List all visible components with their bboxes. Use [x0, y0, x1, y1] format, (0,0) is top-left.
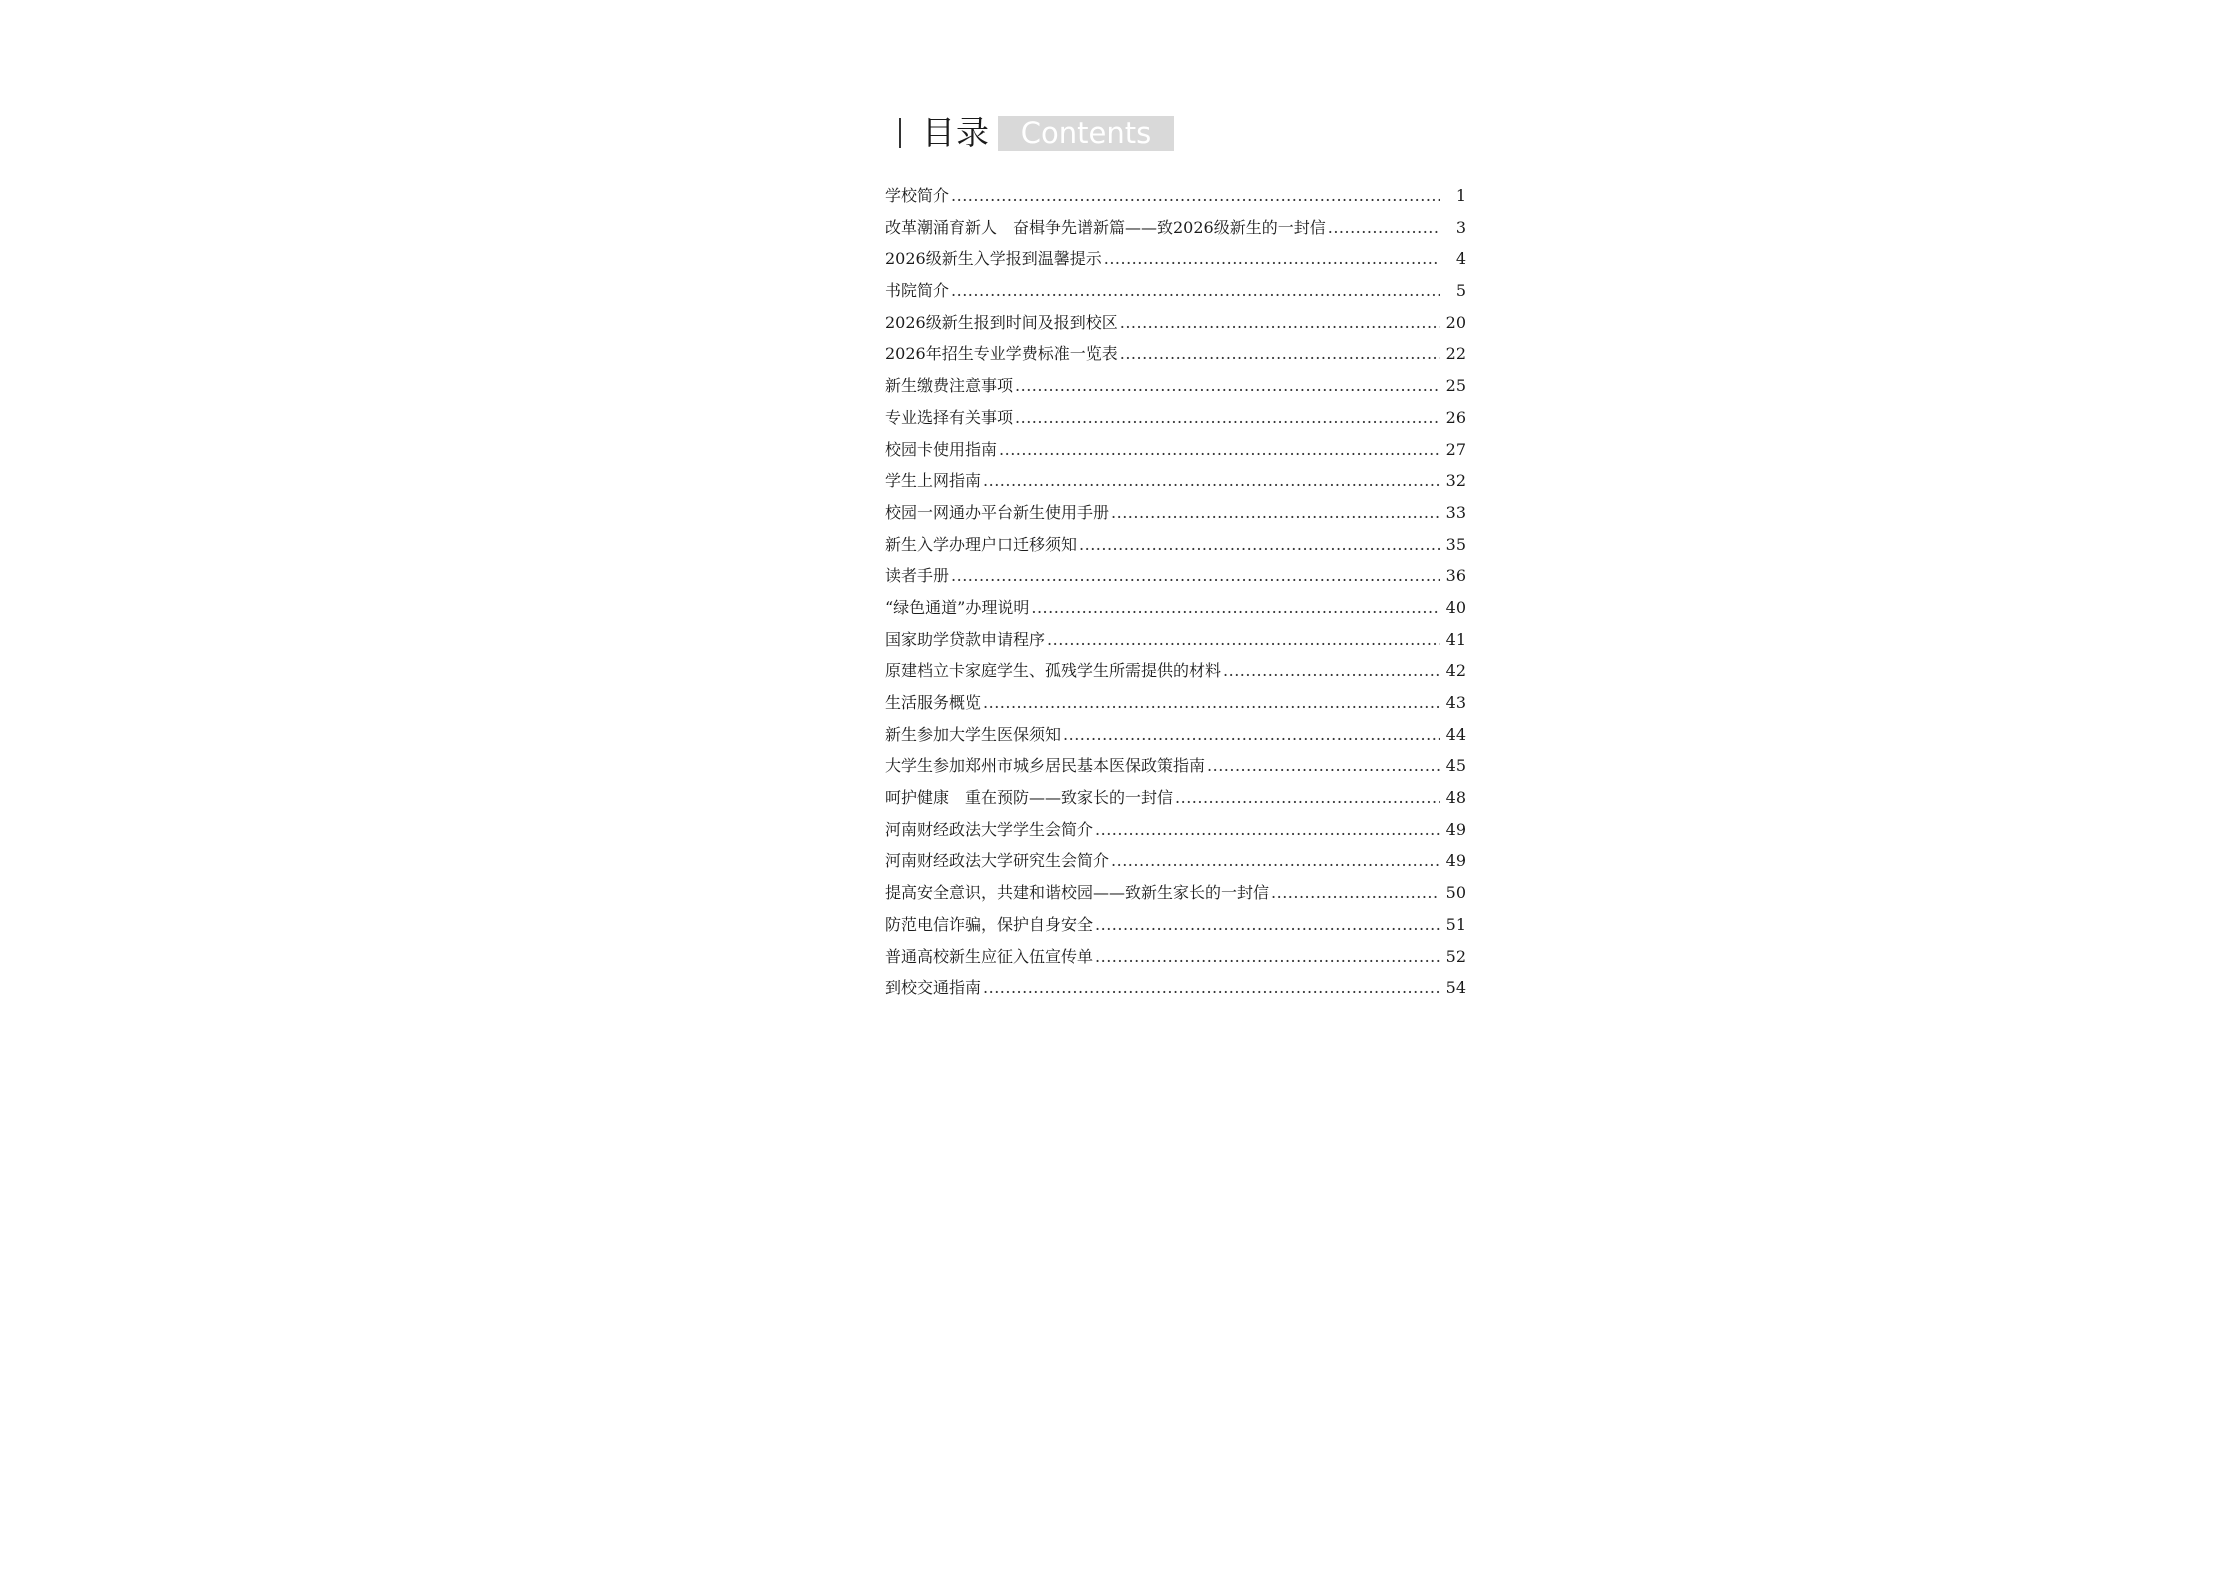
right-page	[780, 0, 1559, 1100]
toc-entry[interactable]	[885, 845, 1466, 877]
toc-entry[interactable]	[885, 275, 1466, 307]
toc-dot-leader	[999, 434, 1440, 466]
toc-entry[interactable]	[885, 307, 1466, 339]
toc-dot-leader	[1047, 624, 1440, 656]
toc-entry[interactable]	[885, 434, 1466, 466]
toc-dot-leader	[1175, 782, 1440, 814]
toc-entry-title: 河南财经政法大学研究生会简介	[885, 851, 1110, 871]
toc-entry-page-number: 32	[1445, 471, 1466, 491]
toc-entry-title: 2026级新生报到时间及报到校区	[885, 312, 1118, 332]
left-page-blank	[0, 0, 780, 1100]
toc-entry[interactable]	[885, 909, 1466, 941]
toc-entry-page-number: 44	[1445, 724, 1466, 744]
toc-entry-page-number: 42	[1445, 661, 1466, 681]
toc-entry-title: 到校交通指南	[885, 978, 982, 998]
toc-entry-page-number: 41	[1445, 629, 1466, 649]
toc-dot-leader	[1095, 909, 1440, 941]
toc-entry[interactable]	[885, 497, 1466, 529]
toc-dot-leader	[1095, 941, 1440, 973]
toc-entry-title: 改革潮涌育新人 奋楫争先谱新篇——致2026级新生的一封信	[885, 217, 1326, 237]
toc-entry-page-number: 40	[1445, 597, 1466, 617]
toc-dot-leader	[1015, 402, 1440, 434]
toc-entry-page-number: 26	[1445, 407, 1466, 427]
toc-entry[interactable]	[885, 687, 1466, 719]
toc-header	[899, 113, 1174, 153]
toc-entry[interactable]	[885, 529, 1466, 561]
toc-entry-page-number: 49	[1445, 851, 1466, 871]
toc-entry-page-number: 27	[1445, 439, 1466, 459]
toc-dot-leader	[1111, 497, 1440, 529]
toc-entry-page-number: 52	[1445, 946, 1466, 966]
toc-entry-title: 大学生参加郑州市城乡居民基本医保政策指南	[885, 756, 1206, 776]
toc-entry-page-number: 35	[1445, 534, 1466, 554]
toc-dot-leader	[983, 687, 1440, 719]
toc-entry-page-number: 25	[1445, 376, 1466, 396]
toc-entry[interactable]	[885, 560, 1466, 592]
toc-entry[interactable]	[885, 877, 1466, 909]
toc-dot-leader	[1111, 845, 1440, 877]
toc-entry-title: 呵护健康 重在预防——致家长的一封信	[885, 788, 1174, 808]
toc-dot-leader	[1095, 814, 1440, 846]
toc-entry-page-number: 20	[1445, 312, 1466, 332]
toc-entry-title: 国家助学贷款申请程序	[885, 629, 1046, 649]
toc-entry[interactable]	[885, 180, 1466, 212]
toc-entry[interactable]	[885, 655, 1466, 687]
toc-entry-title: 学校简介	[885, 186, 950, 205]
toc-entry-title: 2026年招生专业学费标准一览表	[885, 344, 1118, 364]
toc-entry[interactable]	[885, 814, 1466, 846]
toc-entry-page-number: 22	[1445, 344, 1466, 364]
toc-entry-title: 学生上网指南	[885, 471, 982, 491]
toc-entry-title: 新生入学办理户口迁移须知	[885, 534, 1078, 554]
toc-entry-title: 原建档立卡家庭学生、孤残学生所需提供的材料	[885, 661, 1222, 681]
toc-entry[interactable]	[885, 592, 1466, 624]
toc-dot-leader	[951, 560, 1440, 592]
toc-entry-title: 校园一网通办平台新生使用手册	[885, 502, 1110, 522]
toc-dot-leader	[1223, 655, 1440, 687]
toc-dot-leader	[1120, 338, 1440, 370]
toc-title-english: Contents	[998, 116, 1174, 151]
toc-dot-leader	[1207, 750, 1440, 782]
toc-dot-leader	[951, 180, 1440, 212]
toc-entry[interactable]	[885, 338, 1466, 370]
toc-entry-title: 河南财经政法大学学生会简介	[885, 819, 1094, 839]
toc-dot-leader	[1063, 719, 1440, 751]
toc-dot-leader	[1104, 243, 1440, 275]
toc-entry[interactable]	[885, 941, 1466, 973]
toc-dot-leader	[1120, 307, 1440, 339]
toc-entry-title: “绿色通道”办理说明	[885, 597, 1030, 617]
toc-entry[interactable]	[885, 719, 1466, 751]
toc-entry-title: 生活服务概览	[885, 693, 982, 712]
header-divider-bar	[899, 118, 901, 148]
toc-entry-page-number: 48	[1445, 788, 1466, 808]
toc-entry-title: 提高安全意识，共建和谐校园——致新生家长的一封信	[885, 883, 1270, 903]
toc-entry-page-number: 43	[1445, 693, 1466, 712]
toc-dot-leader	[1079, 529, 1440, 561]
toc-entry-title: 2026级新生入学报到温馨提示	[885, 249, 1102, 269]
toc-entry[interactable]	[885, 782, 1466, 814]
toc-entry-title: 普通高校新生应征入伍宣传单	[885, 946, 1094, 966]
toc-dot-leader	[1015, 370, 1440, 402]
toc-entry[interactable]	[885, 624, 1466, 656]
toc-entry-page-number: 4	[1455, 249, 1466, 269]
toc-entry[interactable]	[885, 243, 1466, 275]
toc-entry-title: 读者手册	[885, 566, 950, 586]
toc-dot-leader	[1031, 592, 1440, 624]
toc-entry[interactable]	[885, 972, 1466, 1004]
toc-entry-title: 新生参加大学生医保须知	[885, 724, 1062, 744]
toc-dot-leader	[951, 275, 1440, 307]
toc-entry[interactable]	[885, 402, 1466, 434]
toc-entry-page-number: 54	[1445, 978, 1466, 998]
toc-entry-page-number: 49	[1445, 819, 1466, 839]
toc-entry-page-number: 45	[1445, 756, 1466, 776]
toc-entry-page-number: 3	[1455, 217, 1466, 237]
toc-entry-title: 专业选择有关事项	[885, 407, 1014, 427]
toc-entry-page-number: 50	[1445, 883, 1466, 903]
toc-entry-page-number: 33	[1445, 502, 1466, 522]
toc-entry-title: 校园卡使用指南	[885, 439, 998, 459]
toc-entry-title: 新生缴费注意事项	[885, 376, 1014, 396]
toc-entry[interactable]	[885, 465, 1466, 497]
toc-entry-page-number: 51	[1445, 914, 1466, 934]
toc-list	[885, 180, 1466, 1004]
toc-entry-page-number: 1	[1455, 186, 1466, 205]
toc-dot-leader	[1271, 877, 1440, 909]
toc-entry-title: 防范电信诈骗，保护自身安全	[885, 914, 1094, 934]
toc-entry-title: 书院简介	[885, 281, 950, 301]
toc-entry[interactable]	[885, 750, 1466, 782]
toc-entry-page-number: 36	[1445, 566, 1466, 586]
toc-dot-leader	[983, 972, 1440, 1004]
toc-title-chinese: 目录	[922, 113, 990, 152]
toc-dot-leader	[983, 465, 1440, 497]
toc-dot-leader	[1328, 212, 1440, 244]
toc-entry[interactable]	[885, 212, 1466, 244]
toc-entry-page-number: 5	[1455, 281, 1466, 301]
toc-entry[interactable]	[885, 370, 1466, 402]
